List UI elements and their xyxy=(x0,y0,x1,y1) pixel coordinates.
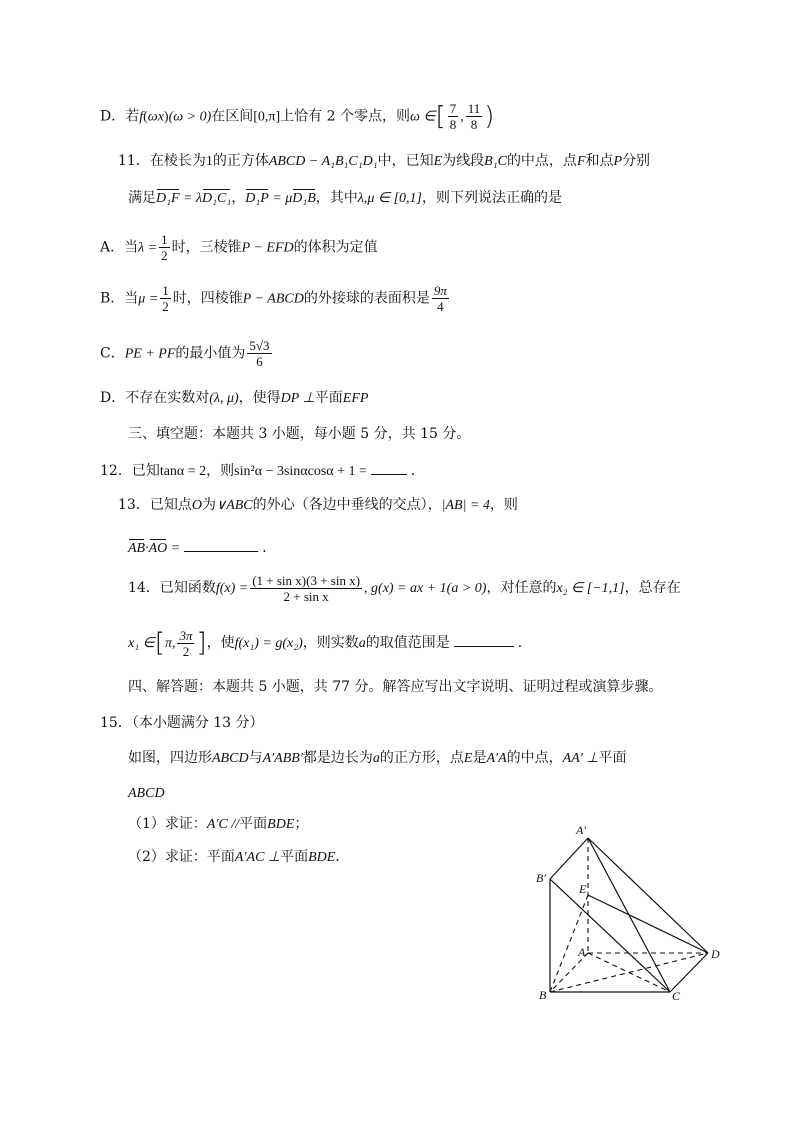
text: 12．已知 xyxy=(100,463,160,479)
math: , g(x) = ax + 1(a > 0) xyxy=(364,581,487,596)
text: 的外心（各边中垂线的交点）， xyxy=(252,497,442,513)
label-b-prime: B′ xyxy=(536,871,546,885)
label-c: C xyxy=(672,989,681,1003)
label-d: D xyxy=(711,947,720,961)
option-label: A．当 xyxy=(100,239,139,256)
text: 在区间 xyxy=(211,108,254,125)
edge-e-d xyxy=(588,895,708,953)
text: 的中点， xyxy=(506,750,563,766)
edge-b-d-hidden xyxy=(550,953,708,992)
text: （2）求证：平面 xyxy=(128,849,235,865)
math: E xyxy=(463,751,473,766)
math: A′C // xyxy=(206,817,240,832)
math: E xyxy=(433,154,443,169)
math: λ,μ ∈ [0,1] xyxy=(357,191,422,206)
text: 的外接球的表面积是 xyxy=(303,290,430,307)
text: 11．在棱长为 xyxy=(118,153,206,169)
geometry-figure xyxy=(520,822,740,1008)
q11-option-d xyxy=(100,389,368,408)
fraction: $\frac{1}{2}$ xyxy=(161,232,168,263)
math: DP ⊥ xyxy=(280,391,315,406)
math: = μ xyxy=(268,191,293,206)
math-f: f xyxy=(139,109,144,125)
vector: AO xyxy=(148,541,168,556)
fraction: $\frac{\text{(1 + sin x)(3 + sin x)}}{\text{2 + sin x}}$ xyxy=(252,572,361,604)
text: ． xyxy=(517,635,532,651)
math: PE + PF xyxy=(124,346,176,362)
q15-part2 xyxy=(128,848,349,867)
math: x₁ ∈ xyxy=(128,636,155,651)
math: x₂ ∈ [−1,1] xyxy=(556,581,625,596)
text: 的正方体 xyxy=(212,153,269,169)
math: EFP xyxy=(342,391,369,406)
text: 13．已知点 xyxy=(118,497,192,513)
math: P − EFD xyxy=(241,240,294,256)
text: 的取值范围是 xyxy=(365,635,450,651)
math: BDE xyxy=(267,817,295,832)
text: 与 xyxy=(248,750,263,766)
vector: D₁P xyxy=(245,191,269,206)
q11-option-a xyxy=(100,232,378,264)
q12 xyxy=(100,460,425,481)
text: 为线段 xyxy=(442,153,485,169)
q13-line1 xyxy=(118,496,518,515)
math: 1 xyxy=(205,154,213,169)
math: (λ, μ) xyxy=(209,391,239,406)
q11-option-c xyxy=(100,338,274,370)
text: 平面 xyxy=(598,750,627,766)
text: ． xyxy=(335,849,350,865)
option-label: B．当 xyxy=(100,290,139,307)
text: 的最小值为 xyxy=(175,345,246,362)
text: 上恰有 2 个零点，则 xyxy=(280,108,410,125)
text: ，其中 xyxy=(315,190,358,206)
text: 的体积为定值 xyxy=(293,239,378,256)
text: 分别 xyxy=(622,153,651,169)
math: tanα = 2 xyxy=(159,464,207,479)
math: f(x) = xyxy=(215,581,249,596)
q11-option-b xyxy=(100,283,451,315)
math-cube: ABCD − A₁B₁C₁D₁ xyxy=(268,154,378,169)
math: a xyxy=(372,751,380,766)
text: 满足 xyxy=(128,190,156,206)
q14-line1 xyxy=(128,571,681,606)
text: 是 xyxy=(472,750,487,766)
edge-bp-c xyxy=(550,879,670,992)
fraction: $\frac{7}{8}$ xyxy=(449,101,457,132)
text: ，则 xyxy=(206,463,235,479)
math-x: x xyxy=(157,109,164,125)
option-label: D．若 xyxy=(100,108,140,125)
math: μ = xyxy=(138,291,159,307)
math: π, xyxy=(164,636,176,651)
section-3-heading: 三、填空题：本题共 3 小题，每小题 5 分，共 15 分。 xyxy=(128,426,471,442)
text: ，对任意的 xyxy=(486,580,557,596)
vector: D₁B xyxy=(292,191,316,206)
text: 时，四棱锥 xyxy=(172,290,243,307)
math: |AB| = 4 xyxy=(441,498,490,513)
q14-line2: x₁ ∈[π, $\frac{3\pi}{2}$ ]，使f(x₁) = g(x₂)，则实数a的取值范围是 ． xyxy=(128,627,532,659)
math: O xyxy=(191,498,202,513)
math: sin²α − 3sinαcosα + 1 = xyxy=(234,464,367,479)
text: 平面 xyxy=(280,849,309,865)
q11-line2 xyxy=(128,189,562,208)
math: AA′ ⊥ xyxy=(562,751,599,766)
text: 的中点，点 xyxy=(506,153,577,169)
math: A′A xyxy=(486,751,507,766)
text: ． xyxy=(410,463,425,479)
text: 时，三棱锥 xyxy=(171,239,242,256)
fraction: $\frac{3\pi}{2}$ xyxy=(179,627,193,659)
math-interval: [0,π] xyxy=(253,109,281,125)
math: BDE xyxy=(308,850,336,865)
text: 平面 xyxy=(314,390,343,406)
text: ； xyxy=(294,816,309,832)
answer-blank[interactable] xyxy=(454,632,514,647)
text: 和点 xyxy=(585,153,614,169)
math: P xyxy=(613,154,623,169)
q15-part1 xyxy=(128,815,308,834)
math: A′ABB′ xyxy=(262,751,303,766)
text: ，总存在 xyxy=(624,580,681,596)
label-b: B xyxy=(539,988,547,1002)
q15-line2 xyxy=(128,784,165,803)
option-label: C． xyxy=(100,345,125,362)
text: 的正方形，点 xyxy=(379,750,464,766)
edge-ap-bp xyxy=(550,838,588,879)
math: · xyxy=(145,541,149,556)
fraction: $\frac{9\pi}{4}$ xyxy=(433,283,447,314)
math: P − ABCD xyxy=(242,291,304,307)
q11-line1 xyxy=(118,152,650,171)
math: ∨ABC xyxy=(215,498,253,513)
answer-blank[interactable] xyxy=(184,537,258,552)
q15-line1 xyxy=(128,749,627,768)
math: a xyxy=(358,636,366,651)
math-cond: (ω > 0) xyxy=(168,109,212,125)
math: ABCD xyxy=(128,786,165,801)
text: ， xyxy=(231,190,246,206)
fraction: $\frac{11}{8}$ xyxy=(467,101,481,132)
fraction: $\frac{1}{2}$ xyxy=(162,283,169,314)
text: ，使得 xyxy=(238,390,281,406)
math: f(x₁) = g(x₂) xyxy=(234,636,303,651)
vector: D₁C₁ xyxy=(202,191,232,206)
text: 都是边长为 xyxy=(302,750,373,766)
text: 平面 xyxy=(239,816,268,832)
answer-blank[interactable] xyxy=(371,460,407,475)
edge-ap-d xyxy=(588,838,708,953)
math: ABCD xyxy=(212,751,249,766)
text: ，则 xyxy=(489,497,518,513)
option-label: D．不存在实数对 xyxy=(100,390,210,406)
label-e: E xyxy=(579,882,587,896)
text: 为 xyxy=(201,497,216,513)
text: ，使 xyxy=(206,635,235,651)
text: 如图，四边形 xyxy=(128,750,212,766)
vector: AB xyxy=(128,541,146,556)
q10-option-d: D．若f(ωx)(ω > 0)在区间[0,π]上恰有 2 个零点，则ω ∈[ $\frac{7}{8}$ , $\frac{11}{8}$ ) xyxy=(100,101,495,132)
fraction: $\frac{5√3}{6}$ xyxy=(249,338,270,369)
text: ，则实数 xyxy=(302,635,359,651)
q15-heading: 15．（本小题满分 13 分） xyxy=(100,715,264,731)
math: F xyxy=(576,154,586,169)
text: ． xyxy=(262,540,277,556)
math-omega: ω xyxy=(147,109,158,125)
math: B₁C xyxy=(484,154,507,169)
label-a-prime: A′ xyxy=(576,823,586,837)
vector: D₁F xyxy=(156,191,180,206)
math: λ = xyxy=(138,240,158,256)
edge-c-d xyxy=(670,953,708,992)
math: = xyxy=(167,541,181,556)
math-elem: ω ∈ xyxy=(409,109,436,125)
text: （1）求证： xyxy=(128,816,207,832)
text: 中，已知 xyxy=(377,153,434,169)
text: 14．已知函数 xyxy=(128,580,216,596)
math: A′AC ⊥ xyxy=(234,850,281,865)
label-a: A xyxy=(578,945,586,959)
math: = λ xyxy=(179,191,203,206)
text: ，则下列说法正确的是 xyxy=(421,190,562,206)
q13-line2 xyxy=(128,537,276,558)
section-4-heading: 四、解答题：本题共 5 小题，共 77 分。解答应写出文字说明、证明过程或演算步骤。 xyxy=(128,679,663,695)
